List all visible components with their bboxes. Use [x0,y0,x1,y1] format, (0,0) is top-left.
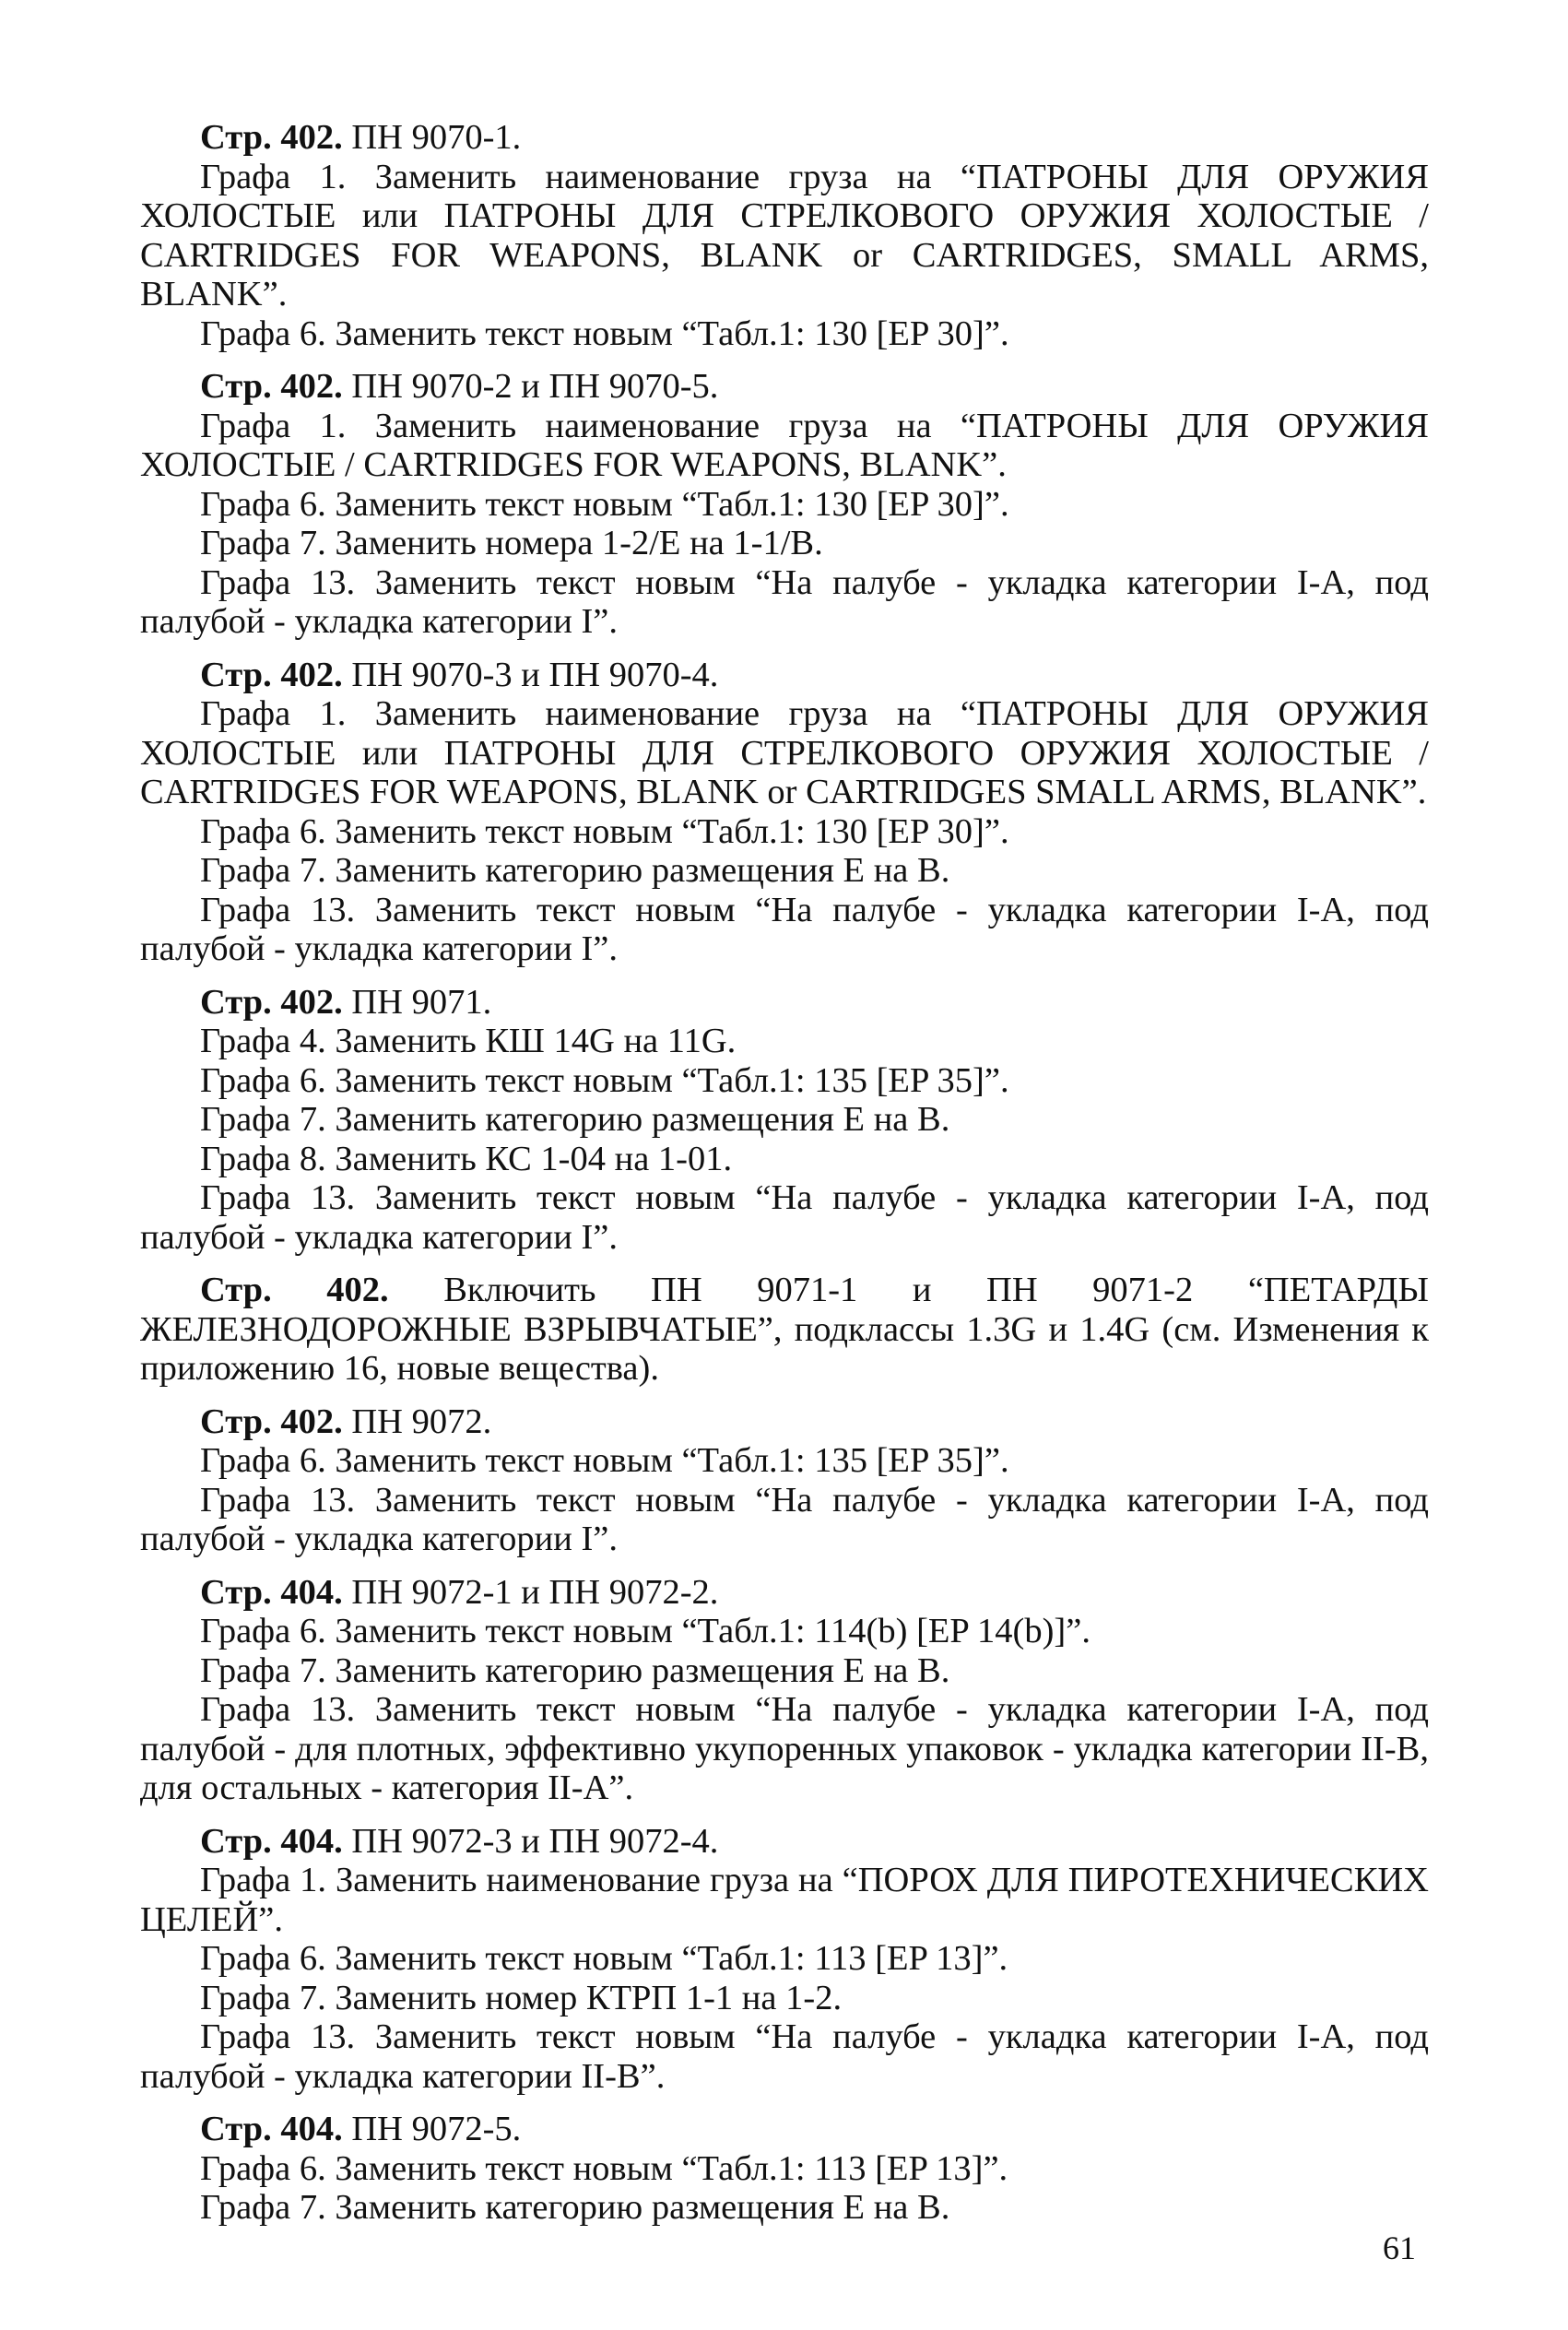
amendment-line: Графа 7. Заменить категорию размещения Е на В. [200,2188,950,2227]
amendment-line: Графа 1. Заменить наименование груза на “ПАТРОНЫ ДЛЯ ОРУЖИЯ ХОЛОСТЫЕ или ПАТРОНЫ ДЛЯ СТРЕЛКОВОГО ОРУЖИЯ ХОЛОСТЫЕ / CARTRIDGES FOR WEAPONS, BLANK or CARTRIDGES SMALL ARMS, BLANK”. [140,694,1429,811]
heading-subject: ПН 9072-1 и ПН 9072-2. [342,1572,719,1612]
heading-subject: ПН 9070-2 и ПН 9070-5. [342,367,719,406]
amendment-line: Графа 6. Заменить текст новым “Табл.1: 130 [EP 30]”. [200,313,1009,353]
amendment-section [140,1271,1429,1389]
page-reference: Стр. 402. [200,1271,389,1309]
section-heading [140,656,1429,695]
document-body [140,118,1429,2241]
amendment-section [140,1402,1429,1559]
page-reference: Стр. 402. [200,367,343,406]
section-heading [140,983,1429,1023]
amendment-section [140,1573,1429,1808]
amendment-section [140,656,1429,969]
amendment-line: Графа 6. Заменить текст новым “Табл.1: 130 [EP 30]”. [200,484,1009,524]
heading-subject: ПН 9070-1. [342,118,522,157]
amendment-line: Графа 7. Заменить номер КТРП 1-1 на 1-2. [200,1978,843,2017]
page-reference: Стр. 404. [200,2110,343,2148]
page-reference: Стр. 402. [200,118,343,157]
section-heading [140,367,1429,407]
page-reference: Стр. 404. [200,1821,343,1861]
amendment-line: Графа 6. Заменить текст новым “Табл.1: 135 [EP 35]”. [200,1441,1009,1480]
amendment-line: Графа 13. Заменить текст новым “На палубе - укладка категории I-A, под палубой - укладка категории I”. [140,1178,1429,1257]
heading-subject: ПН 9070-3 и ПН 9070-4. [342,655,719,694]
amendment-line: Графа 13. Заменить текст новым “На палубе - укладка категории I-A, под палубой - укладка категории II-B”. [140,2017,1429,2096]
heading-subject: ПН 9072. [342,1402,492,1441]
section-heading [140,1402,1429,1442]
amendment-line: Графа 6. Заменить текст новым “Табл.1: 130 [EP 30]”. [200,811,1009,851]
amendment-line: Графа 13. Заменить текст новым “На палубе - укладка категории I-A, под палубой - укладка категории I”. [140,562,1429,641]
page-reference: Стр. 404. [200,1572,343,1612]
amendment-line: Графа 4. Заменить КШ 14G на 11G. [200,1022,737,1060]
amendment-line: Графа 6. Заменить текст новым “Табл.1: 113 [EP 13]”. [200,2148,1008,2188]
amendment-line: Графа 6. Заменить текст новым “Табл.1: 135 [EP 35]”. [200,1060,1009,1100]
page-reference: Стр. 402. [200,982,343,1022]
section-heading [140,1573,1429,1613]
amendment-line: Графа 1. Заменить наименование груза на “ПОРОХ ДЛЯ ПИРОТЕХНИЧЕСКИХ ЦЕЛЕЙ”. [140,1861,1429,1939]
amendment-line: Графа 8. Заменить КС 1-04 на 1-01. [200,1139,733,1178]
amendment-section [140,2110,1429,2228]
amendment-line: Графа 13. Заменить текст новым “На палубе - укладка категории I-A, под палубой - укладка категории I”. [140,1480,1429,1558]
heading-subject: ПН 9071. [342,982,492,1022]
amendment-line: Графа 6. Заменить текст новым “Табл.1: 114(b) [EP 14(b)]”. [200,1612,1091,1650]
amendment-line: Графа 13. Заменить текст новым “На палубе - укладка категории I-A, под палубой - укладка категории I”. [140,890,1429,968]
section-heading [140,1822,1429,1862]
section-heading [140,2110,1429,2149]
amendment-line: Графа 1. Заменить наименование груза на “ПАТРОНЫ ДЛЯ ОРУЖИЯ ХОЛОСТЫЕ / CARTRIDGES FOR WEAPONS, BLANK”. [140,406,1429,484]
heading-subject: ПН 9072-3 и ПН 9072-4. [342,1821,719,1861]
amendment-line: Графа 7. Заменить номера 1-2/Е на 1-1/В. [200,524,823,562]
amendment-line: Графа 1. Заменить наименование груза на “ПАТРОНЫ ДЛЯ ОРУЖИЯ ХОЛОСТЫЕ или ПАТРОНЫ ДЛЯ СТРЕЛКОВОГО ОРУЖИЯ ХОЛОСТЫЕ / CARTRIDGES FOR WEAPONS, BLANK or CARTRIDGES, SMALL ARMS, BLANK”. [140,157,1429,313]
amendment-line: Графа 7. Заменить категорию размещения Е на В. [200,1100,950,1139]
amendment-section [140,1822,1429,2097]
section-heading [140,1271,1429,1389]
amendment-section [140,983,1429,1258]
heading-subject: Включить ПН 9071-1 и ПН 9071-2 “ПЕТАРДЫ ЖЕЛЕЗНОДОРОЖНЫЕ ВЗРЫВЧАТЫЕ”, подклассы 1.3G и 1.4G (см. Изменения к приложению 16, новые вещества). [140,1271,1429,1388]
page-reference: Стр. 402. [200,655,343,694]
amendment-section [140,367,1429,642]
amendment-section [140,118,1429,353]
amendment-line: Графа 7. Заменить категорию размещения Е на В. [200,851,950,890]
page-number: 61 [1383,2229,1416,2266]
amendment-line: Графа 7. Заменить категорию размещения Е на В. [200,1650,950,1690]
amendment-line: Графа 13. Заменить текст новым “На палубе - укладка категории I-A, под палубой - для плотных, эффективно укупоренных упаковок - укладка категории II-B, для остальных - категория II-A”. [140,1690,1429,1807]
amendment-line: Графа 6. Заменить текст новым “Табл.1: 113 [EP 13]”. [200,1939,1008,1978]
page-reference: Стр. 402. [200,1402,343,1441]
section-heading [140,118,1429,158]
heading-subject: ПН 9072-5. [342,2110,522,2148]
